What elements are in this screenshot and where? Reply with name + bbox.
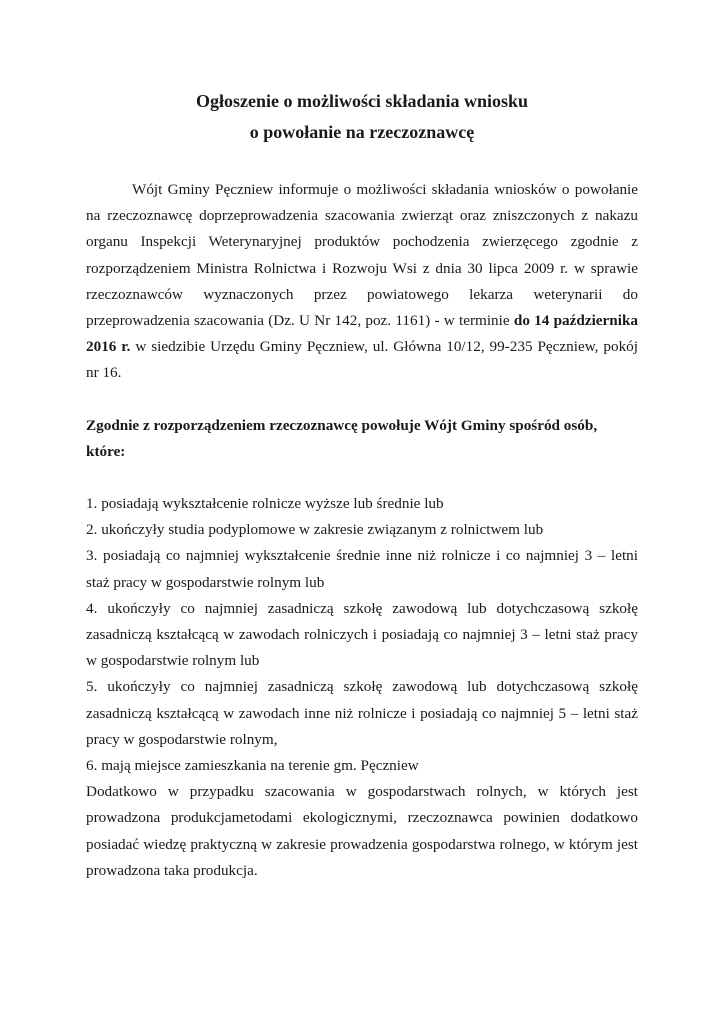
criteria-heading: Zgodnie z rozporządzeniem rzeczoznawcę powołuje Wójt Gminy spośród osób, które: <box>86 416 598 460</box>
list-item: 3. posiadają co najmniej wykształcenie średnie inne niż rolnicze i co najmniej 3 – letni staż pracy w gospodarstwie rolnym lub <box>86 547 638 591</box>
list-item: 2. ukończyły studia podyplomowe w zakresie związanym z rolnictwem lub <box>86 521 544 539</box>
title-line-1: Ogłoszenie o możliwości składania wniosku <box>195 91 529 111</box>
intro-text-after: w siedzibie Urzędu Gminy Pęczniew, ul. Główna 10/12, 99-235 Pęczniew, pokój nr 16. <box>86 338 638 382</box>
intro-paragraph <box>86 177 638 387</box>
list-item: 5. ukończyły co najmniej zasadniczą szkołę zawodową lub dotychczasową szkołę zasadniczą kształcącą w zawodach inne niż rolnicze i posiadają co najmniej 5 – letni staż pracy w gospodarstwie rolnym, <box>86 678 638 748</box>
document-body <box>86 177 638 884</box>
deadline: do 14 października 2016 r. <box>86 312 638 356</box>
title-line-2: o powołanie na rzeczoznawcę <box>249 122 475 142</box>
list-item: 4. ukończyły co najmniej zasadniczą szkołę zawodową lub dotychczasową szkołę zasadniczą kształcącą w zawodach rolniczych i posiadają co najmniej 3 – letni staż pracy w gospodarstwie rolnym lub <box>86 599 638 670</box>
list-item: 6. mają miejsce zamieszkania na terenie gm. Pęczniew <box>86 757 419 775</box>
intro-text-before: Wójt Gminy Pęczniew informuje o możliwości składania wniosków o powołanie na rzeczoznawcę doprzeprowadzenia szacowania zwierząt oraz zniszczonych z nakazu organu Inspekcji Weterynaryjnej produktów pochodzenia zwierzęcego zgodnie z rozporządzeniem Ministra Rolnictwa i Rozwoju Wsi z dnia 30 lipca 2009 r. w sprawie rzeczoznawców wyznaczonych przez powiatowego lekarza weterynarii do przeprowadzenia szacowania (Dz. U Nr 142, poz. 1161) - w terminie <box>86 181 638 330</box>
list-item: 1. posiadają wykształcenie rolnicze wyższe lub średnie lub <box>86 495 444 513</box>
additional-paragraph: Dodatkowo w przypadku szacowania w gospodarstwach rolnych, w których jest prowadzona produkcjametodami ekologicznymi, rzeczoznawca powinien dodatkowo posiadać wiedzę praktyczną w zakresie prowadzenia gospodarstwa rolnego, w którym jest prowadzona taka produkcja. <box>86 783 638 879</box>
